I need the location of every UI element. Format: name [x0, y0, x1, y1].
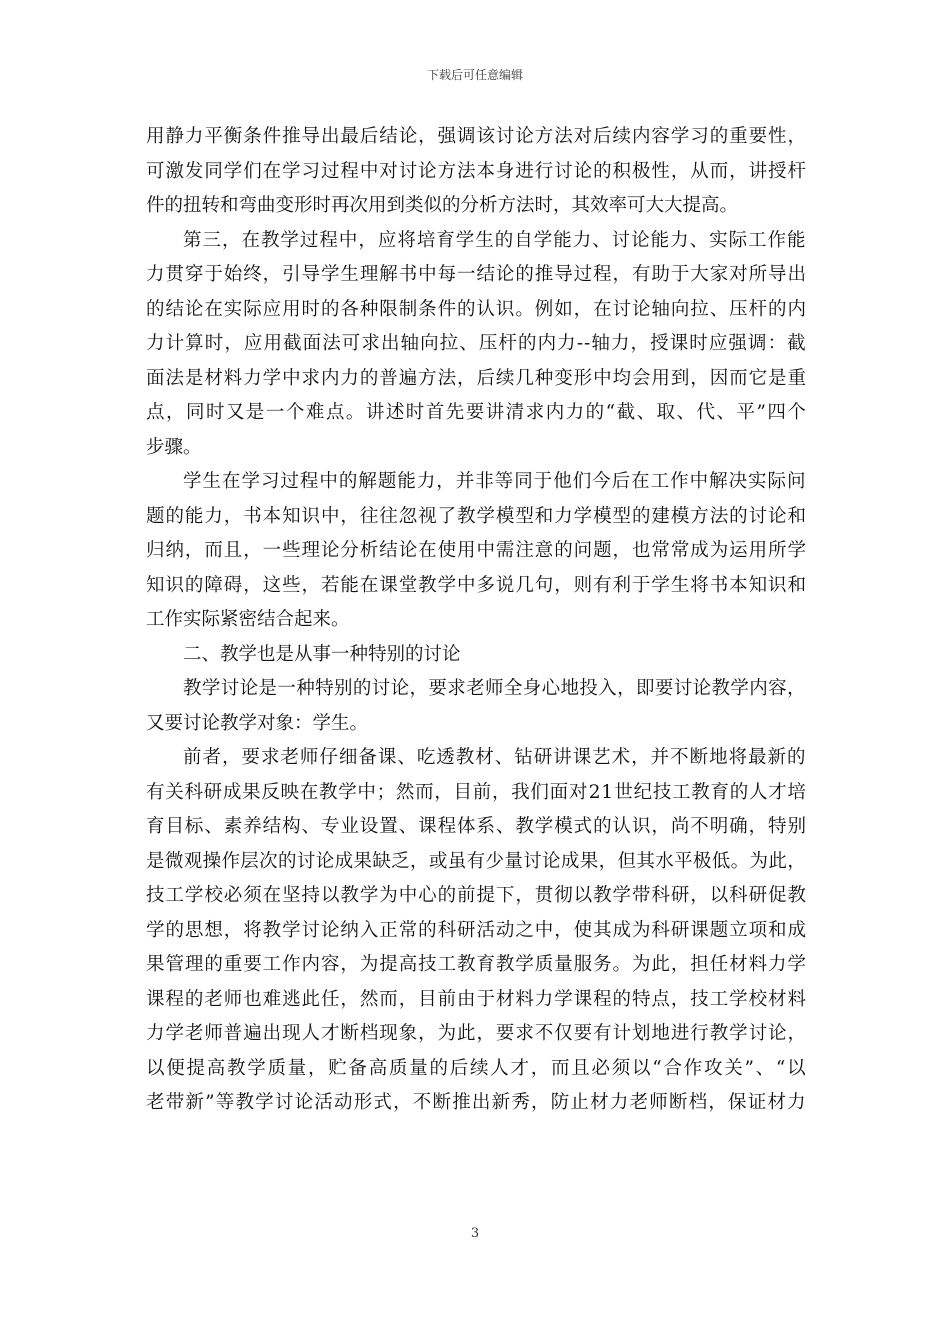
text-line: 学 生 在 学 习 过 程 中 的 解 题 能 力 ， 并 非 等 同 于 他 们 今 后 在 工 作 中 解 决 实 际 问 [183, 471, 806, 492]
text-line: 前 者 ， 要 求 老 师 仔 细 备 课 、 吃 透 教 材 、 钻 研 讲 课 艺 术 ， 并 不 断 地 将 最 新 的 [183, 747, 806, 768]
document-body [146, 120, 806, 1121]
text-line: 育 目 标 、 素 养 结 构 、 专 业 设 置 、 课 程 体 系 、 教 学 模 式 的 认 识 ， 尚 不 明 确 ， 特 别 [146, 816, 806, 837]
text-line: 二、教学也是从事一种特别的讨论 [183, 643, 461, 665]
text-line: 用 静 力 平 衡 条 件 推 导 出 最 后 结 论 ， 强 调 该 讨 论 方 法 对 后 续 内 容 学 习 的 重 要 性 ， [146, 126, 806, 147]
text-line: 教 学 讨 论 是 一 种 特 别 的 讨 论 ， 要 求 老 师 全 身 心 地 投 入 ， 即 要 讨 论 教 学 内 容 ， [183, 678, 806, 699]
text-line: 力 贯 穿 于 始 终 ， 引 导 学 生 理 解 书 中 每 一 结 论 的 推 导 过 程 ， 有 助 于 大 家 对 所 导 出 [146, 264, 806, 285]
text-line: 老 带 新 ” 等 教 学 讨 论 活 动 形 式 ， 不 断 推 出 新 秀 ， 防 止 材 力 老 师 断 档 ， 保 证 材 力 [146, 1092, 806, 1113]
text-line: 学 的 思 想 ， 将 教 学 讨 论 纳 入 正 常 的 科 研 活 动 之 中 ， 使 其 成 为 科 研 课 题 立 项 和 成 [146, 919, 806, 941]
text-line: 以 便 提 高 教 学 质 量 ， 贮 备 高 质 量 的 后 续 人 才 ， 而 且 必 须 以 “ 合 作 攻 关 ” 、 “ 以 [146, 1057, 806, 1079]
text-line: 力 学 老 师 普 遍 出 现 人 才 断 档 现 象 ， 为 此 ， 要 求 不 仅 要 有 计 划 地 进 行 教 学 讨 论 ， [146, 1023, 806, 1044]
text-line: 点 ， 同 时 又 是 一 个 难 点 。 讲 述 时 首 先 要 讲 清 求 内 力 的 “ 截 、 取 、 代 、 平 ” 四 个 [146, 402, 806, 423]
text-line: 可 激 发 同 学 们 在 学 习 过 程 中 对 讨 论 方 法 本 身 进 行 讨 论 的 积 极 性 ， 从 而 ， 讲 授 杆 [146, 160, 806, 182]
text-line: 技 工 学 校 必 须 在 坚 持 以 教 学 为 中 心 的 前 提 下 ， 贯 彻 以 教 学 带 科 研 ， 以 科 研 促 教 [146, 885, 806, 906]
text-line: 力 计 算 时 ， 应 用 截 面 法 可 求 出 轴 向 拉 、 压 杆 的 内 力 - - 轴 力 ， 授 课 时 应 强 调 ： 截 [146, 333, 806, 354]
text-line: 题 的 能 力 ， 书 本 知 识 中 ， 往 往 忽 视 了 教 学 模 型 和 力 学 模 型 的 建 模 方 法 的 讨 论 和 [146, 505, 806, 527]
page-number: 3 [470, 1226, 480, 1241]
text-line: 课 程 的 老 师 也 难 逃 此 任 ， 然 而 ， 目 前 由 于 材 料 力 学 课 程 的 特 点 ， 技 工 学 校 材 料 [146, 988, 806, 1010]
text-line: 知 识 的 障 碍 ， 这 些 ， 若 能 在 课 堂 教 学 中 多 说 几 句 ， 则 有 利 于 学 生 将 书 本 知 识 和 [146, 574, 806, 596]
text-line: 果 管 理 的 重 要 工 作 内 容 ， 为 提 高 技 工 教 育 教 学 质 量 服 务 。 为 此 ， 担 任 材 料 力 学 [146, 954, 806, 975]
text-line: 是 微 观 操 作 层 次 的 讨 论 成 果 缺 乏 ， 或 虽 有 少 量 讨 论 成 果 ， 但 其 水 平 极 低 。 为 此 ， [146, 850, 806, 872]
text-line: 又要讨论教学对象：学生。 [146, 712, 369, 734]
text-line: 面 法 是 材 料 力 学 中 求 内 力 的 普 遍 方 法 ， 后 续 几 种 变 形 中 均 会 用 到 ， 因 而 它 是 重 [146, 367, 806, 389]
text-line: 步骤。 [146, 436, 202, 458]
page-header: 下载后可任意编辑 [426, 68, 523, 82]
text-line: 归 纳 ， 而 且 ， 一 些 理 论 分 析 结 论 在 使 用 中 需 注 意 的 问 题 ， 也 常 常 成 为 运 用 所 学 [146, 540, 806, 561]
text-line: 第 三 ， 在 教 学 过 程 中 ， 应 将 培 育 学 生 的 自 学 能 力 、 讨 论 能 力 、 实 际 工 作 能 [183, 229, 806, 251]
text-line: 工作实际紧密结合起来。 [146, 609, 350, 630]
text-line: 有 关 科 研 成 果 反 映 在 教 学 中 ； 然 而 ， 目 前 ， 我 们 面 对 2 1 世 纪 技 工 教 育 的 人 才 培 [146, 781, 806, 803]
text-line: 的 结 论 在 实 际 应 用 时 的 各 种 限 制 条 件 的 认 识 。 例 如 ， 在 讨 论 轴 向 拉 、 压 杆 的 内 [146, 298, 806, 320]
text-line: 件的扭转和弯曲变形时再次用到类似的分析方法时，其效率可大大提高。 [146, 195, 739, 216]
